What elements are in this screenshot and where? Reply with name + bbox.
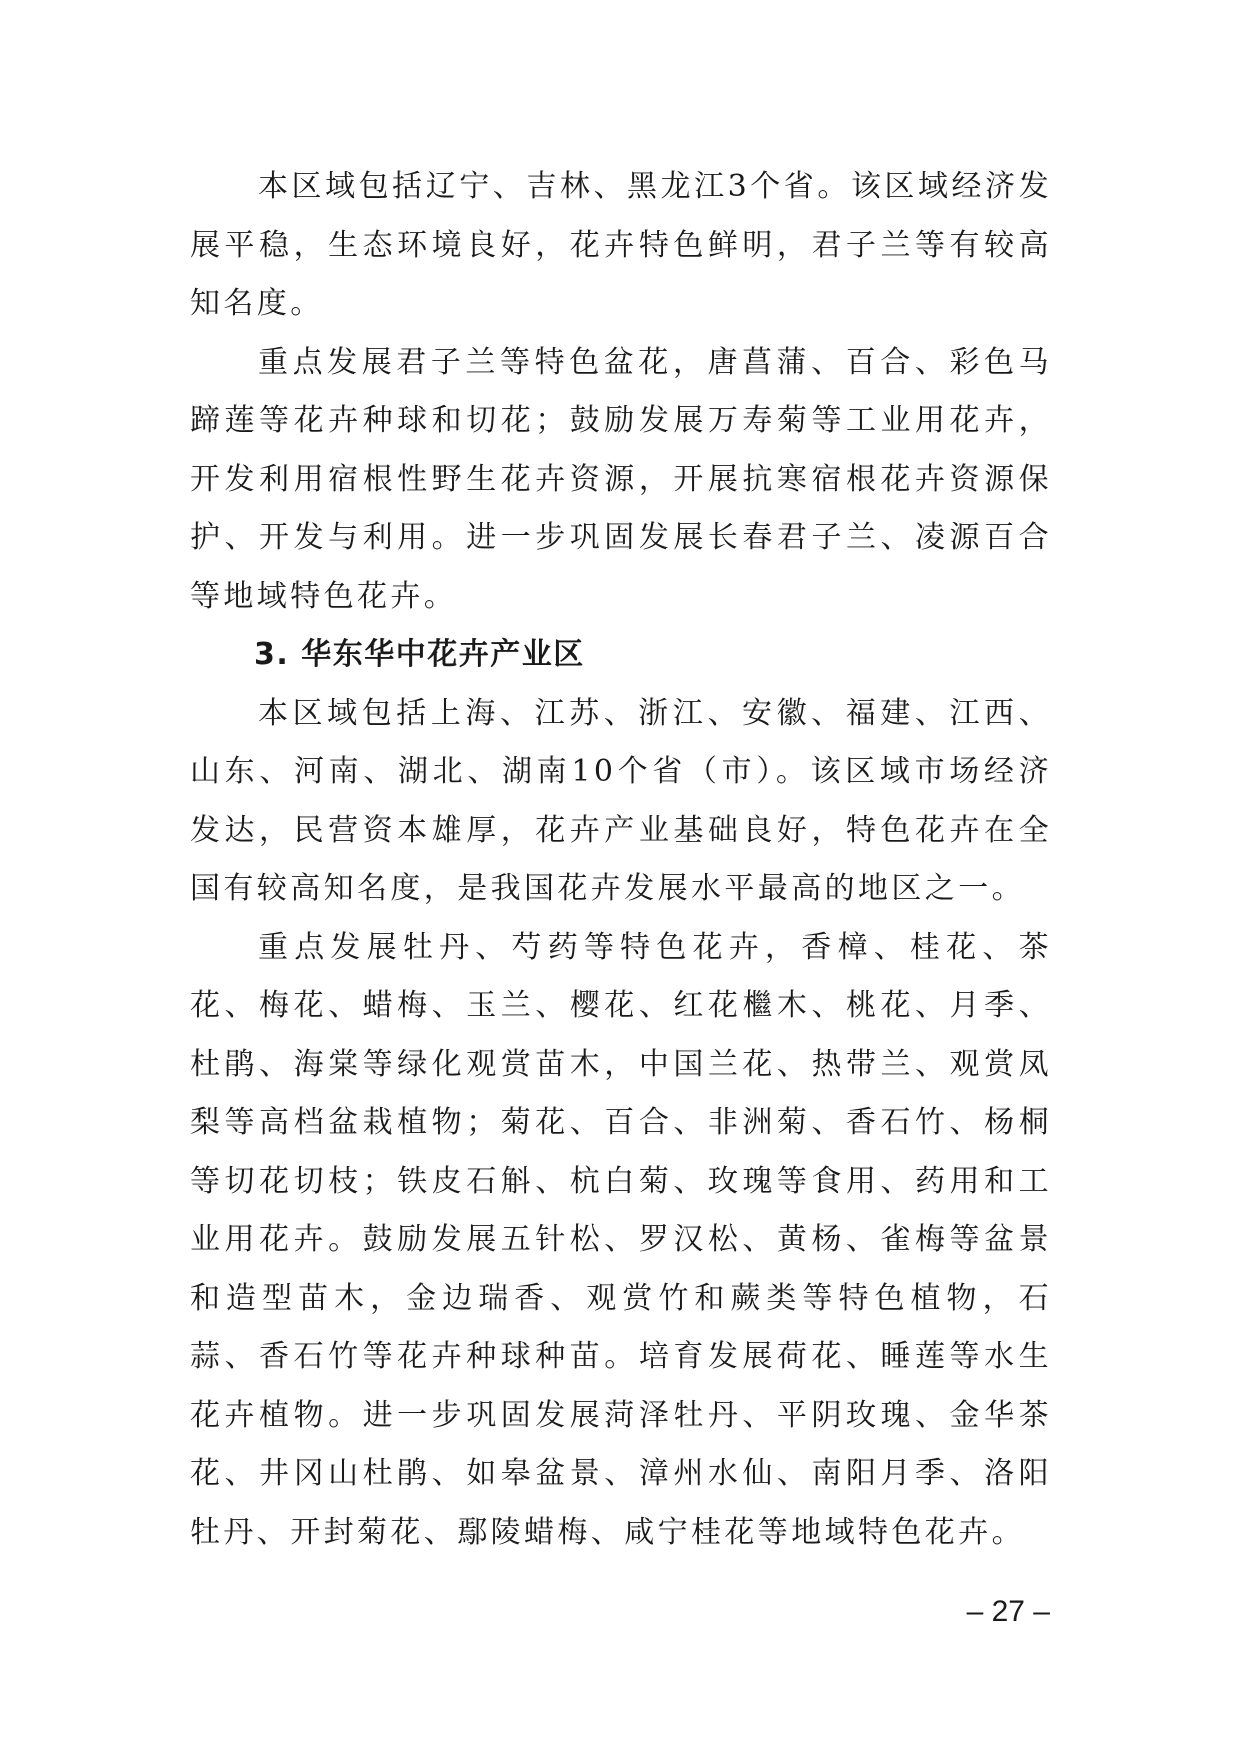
page-number: – 27 – xyxy=(966,1595,1050,1628)
paragraph-northeast-region-intro: 本区域包括辽宁、吉林、黑龙江3个省。该区域经济发展平稳，生态环境良好，花卉特色鲜明，君子兰等有较高知名度。 xyxy=(190,169,1052,321)
paragraph-northeast-region-focus: 重点发展君子兰等特色盆花，唐菖蒲、百合、彩色马蹄莲等花卉种球和切花；鼓励发展万寿菊等工业用花卉，开发利用宿根性野生花卉资源，开展抗寒宿根花卉资源保护、开发与利用。进一步巩固发展长春君子兰、凌源百合等地域特色花卉。 xyxy=(190,344,1052,614)
paragraph-east-central-region-intro: 本区域包括上海、江苏、浙江、安徽、福建、江西、山东、河南、湖北、湖南10个省（市）。该区域市场经济发达，民营资本雄厚，花卉产业基础良好，特色花卉在全国有较高知名度，是我国花卉发展水平最高的地区之一。 xyxy=(190,695,1052,906)
section-heading-east-central-region: 3. 华东华中花卉产业区 xyxy=(254,637,585,672)
paragraph-east-central-region-focus: 重点发展牡丹、芍药等特色花卉，香樟、桂花、茶花、梅花、蜡梅、玉兰、樱花、红花檵木、桃花、月季、杜鹃、海棠等绿化观赏苗木，中国兰花、热带兰、观赏凤梨等高档盆栽植物；菊花、百合、非洲菊、香石竹、杨桐等切花切枝；铁皮石斛、杭白菊、玫瑰等食用、药用和工业用花卉。鼓励发展五针松、罗汉松、黄杨、雀梅等盆景和造型苗木，金边瑞香、观赏竹和蕨类等特色植物，石蒜、香石竹等花卉种球种苗。培育发展荷花、睡莲等水生花卉植物。进一步巩固发展菏泽牡丹、平阴玫瑰、金华茶花、井冈山杜鹃、如皋盆景、漳州水仙、南阳月季、洛阳牡丹、开封菊花、鄢陵蜡梅、咸宁桂花等地域特色花卉。 xyxy=(190,929,1052,1550)
page-body xyxy=(190,158,1052,1562)
